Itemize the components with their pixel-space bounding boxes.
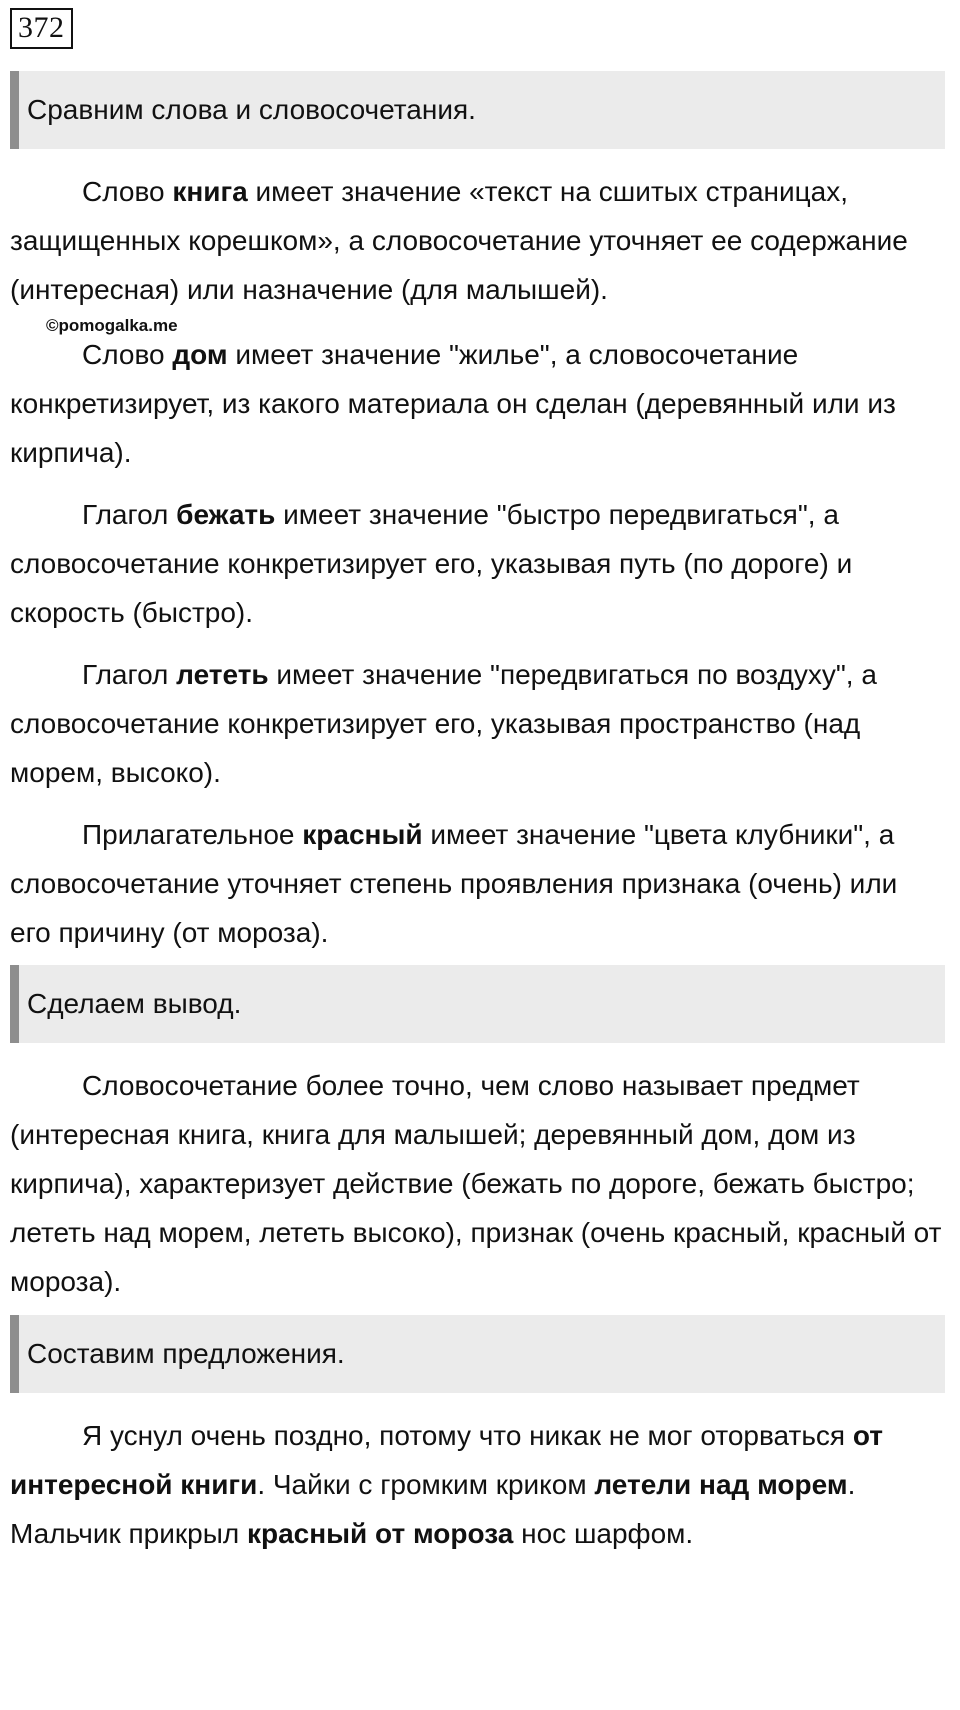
- paragraph-bezhat: [10, 490, 945, 637]
- paragraph-kniga: [10, 167, 945, 314]
- section-header-sentences: Составим предложения.: [10, 1315, 945, 1393]
- paragraph-krasny: [10, 810, 945, 957]
- phrase-more: летели над морем: [594, 1469, 848, 1500]
- section-header-conclusion: Сделаем вывод.: [10, 965, 945, 1043]
- keyword-krasny: красный: [302, 819, 423, 850]
- paragraph-sentences: [10, 1411, 945, 1558]
- phrase-moroz: красный от мороза: [246, 1518, 514, 1549]
- text: Слово: [82, 339, 173, 370]
- text: Глагол: [82, 659, 177, 690]
- text: имеет значение "цвета клубники", а словосочетание уточняет степень проявления признака (очень) или его причину (от мороза).: [10, 819, 898, 948]
- text: Глагол: [82, 499, 177, 530]
- text: . Мальчик прикрыл: [10, 1469, 856, 1549]
- text: имеет значение "передвигаться по воздуху", а словосочетание конкретизирует его, указывая пространство (над морем, высоко).: [10, 659, 877, 788]
- task-number: 372: [10, 8, 73, 49]
- text: . Чайки с громким криком: [257, 1469, 595, 1500]
- keyword-kniga: книга: [172, 176, 248, 207]
- text: нос шарфом.: [513, 1518, 694, 1549]
- phrase-kniga: от интересной книги: [10, 1420, 883, 1500]
- section-header-compare: Сравним слова и словосочетания.: [10, 71, 945, 149]
- text: имеет значение «текст на сшитых страницах, защищенных корешком», а словосочетание уточняет ее содержание (интересная) или назначение (для малышей).: [10, 176, 908, 305]
- paragraph-letet: [10, 650, 945, 797]
- text: имеет значение "быстро передвигаться", а словосочетание конкретизирует его, указывая путь (по дороге) и скорость (быстро).: [10, 499, 853, 628]
- text: Прилагательное: [82, 819, 303, 850]
- page: [10, 8, 945, 1558]
- paragraph-conclusion: Словосочетание более точно, чем слово называет предмет (интересная книга, книга для малышей; деревянный дом, дом из кирпича), характеризует действие (бежать по дороге, бежать быстро; лететь над морем, лететь высоко), признак (очень красный, красный от мороза).: [10, 1070, 942, 1297]
- keyword-bezhat: бежать: [176, 499, 276, 530]
- paragraph-dom: [10, 330, 945, 477]
- keyword-letet: лететь: [176, 659, 269, 690]
- watermark: ©pomogalka.me: [46, 316, 178, 335]
- text: Слово: [82, 176, 173, 207]
- text: имеет значение "жилье", а словосочетание конкретизирует, из какого материала он сделан (деревянный или из кирпича).: [10, 339, 896, 468]
- text: Я уснул очень поздно, потому что никак не мог оторваться: [82, 1420, 853, 1451]
- keyword-dom: дом: [172, 339, 228, 370]
